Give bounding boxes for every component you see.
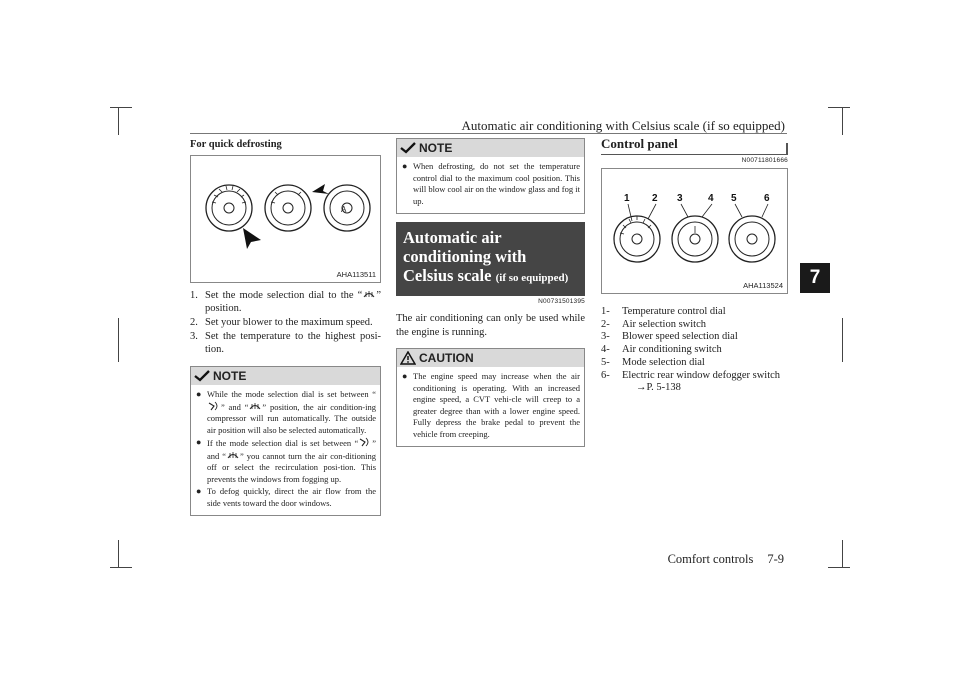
note-text: If the mode selection dial is set between “: [207, 438, 359, 448]
column-middle: [396, 136, 585, 447]
control-panel-heading: Control panel: [601, 136, 788, 155]
defrost-figure: [190, 155, 381, 283]
step-text: Set your blower to the maximum speed.: [205, 317, 373, 328]
list-item: [601, 357, 788, 370]
column-left: [190, 136, 381, 516]
item-number: 4-: [601, 344, 610, 356]
note-item: [196, 437, 376, 485]
crop-mark: [842, 540, 843, 568]
item-label: Air conditioning switch: [622, 344, 722, 356]
section-code: N00731501395: [538, 298, 585, 305]
note-label: NOTE: [419, 141, 453, 155]
crop-mark: [110, 567, 132, 568]
step-item: [190, 330, 381, 356]
page-reference[interactable]: [601, 382, 788, 395]
floor-defrost-mode-icon: [358, 437, 372, 447]
body-paragraph: The air conditioning can only be used while the engine is running.: [396, 313, 585, 338]
item-number: 1-: [601, 306, 610, 317]
step-text: Set the temperature to the highest posi-tion.: [205, 331, 381, 355]
note-text: ” and “: [207, 438, 376, 461]
crop-mark: [828, 567, 850, 568]
defrost-mode-icon: [226, 450, 240, 460]
bullet-icon: ●: [196, 389, 202, 399]
item-label: Blower speed selection dial: [622, 331, 738, 343]
note-header: [191, 367, 380, 385]
control-panel-figure: [601, 168, 788, 294]
note-item: [196, 486, 376, 509]
item-label: Mode selection dial: [622, 356, 705, 368]
callout-number: 3: [677, 193, 683, 204]
note-item: [402, 161, 580, 207]
step-number: 1.: [190, 290, 198, 301]
header-rule: [190, 133, 787, 134]
list-item: [601, 319, 788, 332]
list-item: [601, 306, 788, 319]
registration-mark: [118, 318, 119, 362]
crop-mark: [118, 107, 119, 135]
arrow-right-icon: →: [636, 382, 647, 394]
parts-list: [601, 306, 788, 395]
registration-mark: [842, 318, 843, 362]
callout-number: 5: [731, 193, 737, 204]
caution-box: [396, 348, 585, 447]
bullet-icon: ●: [402, 161, 408, 171]
step-number: 3.: [190, 331, 198, 342]
crop-mark: [110, 107, 132, 108]
bullet-icon: ●: [196, 486, 202, 496]
list-item: [601, 344, 788, 357]
chapter-tab: 7: [800, 263, 830, 293]
control-panel-illustration: [602, 169, 787, 293]
crop-mark: [118, 540, 119, 568]
svg-text:A: A: [341, 205, 347, 214]
note-header: [397, 139, 584, 157]
note-label: NOTE: [213, 369, 247, 383]
note-text: ” you cannot turn the air con-ditioning off or select the recirculation posi-tion. This prevents the windows from fogging up.: [207, 450, 377, 484]
caution-item: [402, 371, 580, 440]
note-body: [191, 385, 380, 515]
item-number: 2-: [601, 318, 610, 330]
warning-triangle-icon: [400, 351, 416, 365]
item-number: 6-: [601, 369, 610, 381]
check-icon: [400, 142, 416, 154]
page-footer: [654, 552, 784, 567]
caution-body: [397, 367, 584, 446]
note-box: [190, 366, 381, 516]
step-text: ” position.: [205, 290, 381, 314]
callout-number: 6: [764, 193, 770, 204]
note-body: [397, 157, 584, 213]
callout-number: 1: [624, 193, 630, 204]
step-number: 2.: [190, 317, 198, 328]
figure-caption: AHA113511: [336, 270, 376, 279]
climate-dials-illustration: [191, 156, 380, 282]
footer-section: Comfort controls: [667, 552, 754, 566]
quick-defrost-heading: For quick defrosting: [190, 139, 282, 150]
defrost-mode-icon: [248, 401, 262, 411]
section-suffix: (if so equipped): [495, 272, 569, 284]
section-code: N00711801666: [741, 157, 788, 164]
page-number: 7-9: [767, 552, 784, 566]
defrost-mode-icon: [362, 289, 376, 299]
item-label: Air selection switch: [622, 318, 706, 330]
note-box: [396, 138, 585, 214]
reference-text: P. 5-138: [646, 382, 681, 394]
note-text: ” and “: [221, 401, 249, 412]
item-number: 5-: [601, 356, 610, 368]
figure-caption: AHA113524: [743, 281, 783, 290]
crop-mark: [828, 107, 850, 108]
section-title: Automatic air conditioning with Celsius scale: [403, 228, 527, 285]
step-item: [190, 316, 381, 329]
caution-text: The engine speed may increase when the air conditioning is operating. With an increased engine speed, a CVT vehi-cle will creep to a greater degree than with a lower engine speed. Fully depress the brake pedal to prevent the vehicle from creeping.: [413, 371, 580, 439]
section-heading: [396, 222, 585, 296]
note-text: While the mode selection dial is set between “: [207, 389, 376, 399]
note-text: To defog quickly, direct the air flow from the side vents toward the door windows.: [207, 486, 376, 508]
note-text: When defrosting, do not set the temperature control dial to the maximum cool position. This will blow cool air on the window glass and fog it up.: [413, 161, 580, 206]
callout-number: 2: [652, 193, 658, 204]
bullet-icon: ●: [402, 371, 408, 381]
bullet-icon: ●: [196, 437, 202, 447]
note-text: ” position, the air condition-ing compressor will run automatically. The outside air position will also be selected automatically.: [207, 401, 376, 435]
caution-header: [397, 349, 584, 367]
list-item: [601, 331, 788, 344]
note-item: [196, 389, 376, 436]
item-label: Temperature control dial: [622, 306, 726, 317]
defrost-steps: [190, 289, 381, 356]
list-item: [601, 370, 788, 383]
caution-label: CAUTION: [419, 351, 474, 365]
item-label: Electric rear window defogger switch: [622, 369, 781, 381]
column-right: [601, 136, 788, 395]
running-header: Automatic air conditioning with Celsius scale (if so equipped): [461, 118, 785, 133]
check-icon: [194, 370, 210, 382]
step-text: Set the mode selection dial to the “: [205, 290, 363, 301]
step-item: [190, 289, 381, 315]
floor-defrost-mode-icon: [207, 401, 221, 411]
crop-mark: [842, 107, 843, 135]
callout-number: 4: [708, 193, 714, 204]
item-number: 3-: [601, 331, 610, 343]
